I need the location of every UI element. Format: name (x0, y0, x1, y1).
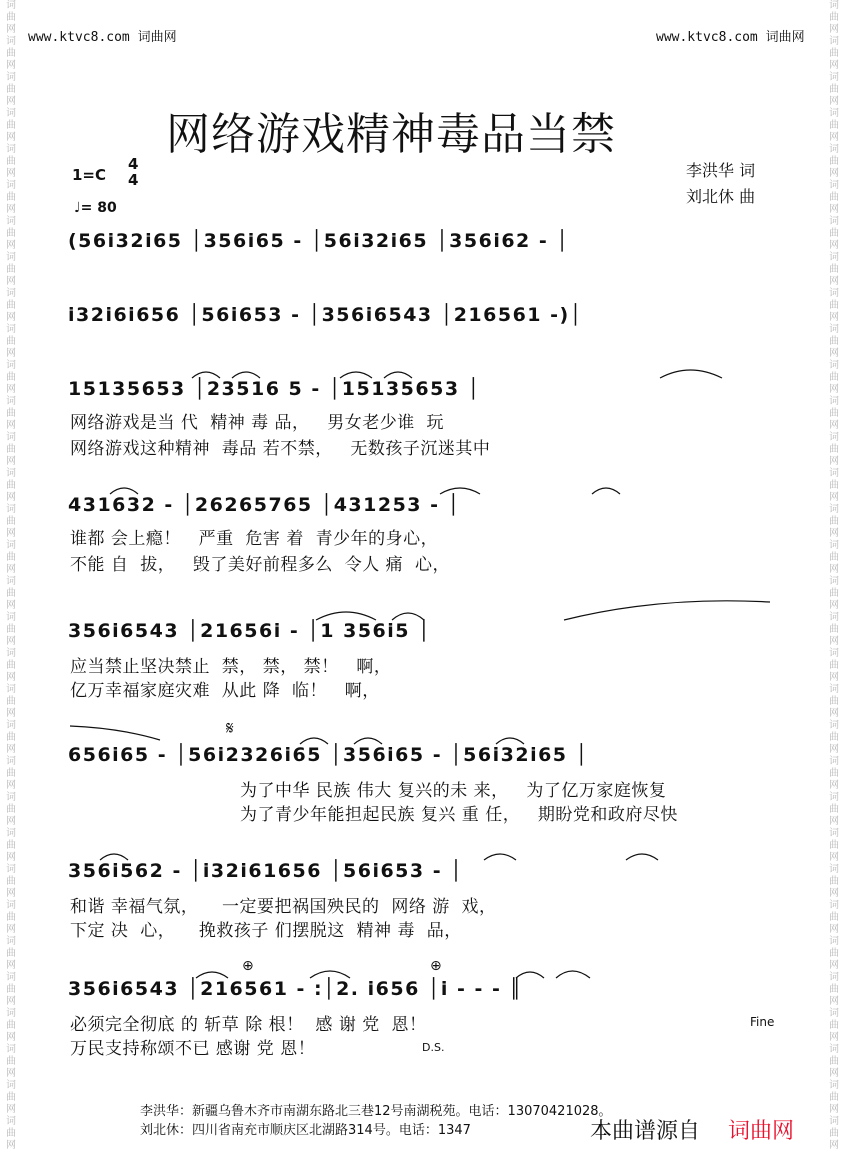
side-watermark: 词 曲 网 (6, 180, 16, 215)
lyric-line-8a: 必须完全彻底 的 斩草 除 根！ 感 谢 党 恩！ (70, 1015, 427, 1035)
side-watermark: 词 曲 网 (829, 252, 839, 287)
notation-line-5: 356i6543 │21656i - │1 356i5 │ (68, 620, 432, 642)
song-title: 网络游戏精神毒品当禁 (166, 109, 616, 160)
slur (564, 601, 770, 620)
side-watermark: 词 曲 网 (829, 108, 839, 143)
footer-address-lyricist: 李洪华：新疆乌鲁木齐市南湖东路北三巷12号南湖税苑。电话：13070421028。 (140, 1104, 612, 1119)
slur (660, 370, 722, 378)
side-watermark: 词 曲 网 (829, 180, 839, 215)
side-watermark: 词 曲 网 (6, 828, 16, 863)
side-watermark: 词 曲 网 (829, 576, 839, 611)
side-watermark: 词 曲 网 (829, 432, 839, 467)
side-watermark: 词 曲 网 (829, 792, 839, 827)
notation-line-3: 15135653 │23516 5 - │15135653 │ (68, 378, 481, 400)
side-watermark: 词 曲 网 (6, 684, 16, 719)
slur (592, 488, 620, 494)
notation-line-4: 431632 - │26265765 │431253 - │ (68, 494, 461, 516)
side-watermark: 词 曲 网 (6, 648, 16, 683)
slur (192, 372, 220, 378)
side-watermark: 词 曲 网 (829, 1116, 839, 1151)
side-watermark: 词 曲 网 (829, 468, 839, 503)
side-watermark: 词 曲 网 (829, 324, 839, 359)
side-watermark: 词 曲 网 (6, 468, 16, 503)
slur (316, 612, 376, 620)
slur (300, 738, 328, 744)
lyric-line-3a: 网络游戏是当 代 精神 毒 品， 男女老少谁 玩 (70, 413, 445, 433)
segno-mark: 𝄋 (226, 718, 234, 739)
side-watermark: 词 曲 网 (6, 396, 16, 431)
side-watermark: 词 曲 网 (6, 756, 16, 791)
side-watermark: 词 曲 网 (829, 648, 839, 683)
side-watermark: 词 曲 网 (829, 540, 839, 575)
side-watermark: 词 曲 网 (829, 1044, 839, 1079)
lyric-line-5b: 亿万幸福家庭灾难 从此 降 临！ 啊， (70, 681, 380, 701)
slur (626, 854, 658, 860)
time-bottom: 4 (128, 171, 139, 189)
side-watermark: 词 曲 网 (6, 540, 16, 575)
slur (340, 372, 372, 378)
site-url: www.ktvc8.com (28, 30, 130, 45)
slur (384, 372, 412, 378)
notation-line-2: i32i6i656 │56i653 - │356i6543 │216561 -)│ (68, 304, 583, 326)
side-watermark: 词 曲 网 (6, 576, 16, 611)
slur (70, 726, 160, 740)
side-watermark: 词 曲 网 (6, 432, 16, 467)
side-watermark: 词 曲 网 (6, 216, 16, 251)
side-watermark: 词 曲 网 (829, 756, 839, 791)
side-watermark: 词 曲 网 (829, 900, 839, 935)
composer-credit: 刘北休 曲 (686, 187, 756, 206)
site-url: www.ktvc8.com (656, 30, 758, 45)
side-watermark: 词 曲 网 (829, 396, 839, 431)
lyric-line-7b: 下定 决 心， 挽救孩子 们摆脱这 精神 毒 品， (70, 921, 462, 941)
notation-line-8: 356i6543 │216561 - :│2. i656 │i - - - ║ (68, 978, 523, 1000)
side-watermark: 词 曲 网 (829, 864, 839, 899)
slur (100, 854, 128, 860)
side-watermark: 词 曲 网 (6, 1080, 16, 1115)
side-watermark: 词 曲 网 (6, 720, 16, 755)
side-watermark: 词 曲 网 (829, 360, 839, 395)
side-watermark: 词 曲 网 (829, 1008, 839, 1043)
slur (516, 972, 544, 978)
side-watermark: 词 曲 网 (6, 792, 16, 827)
side-watermark: 词 曲 网 (6, 144, 16, 179)
side-watermark: 词 曲 网 (829, 1080, 839, 1115)
slur (310, 971, 350, 978)
side-watermark: 词 曲 网 (829, 936, 839, 971)
lyric-line-8b: 万民支持称颂不已 感谢 党 恩！ (70, 1039, 316, 1059)
side-watermark: 词 曲 网 (829, 216, 839, 251)
side-watermark: 词 曲 网 (6, 972, 16, 1007)
slur (232, 372, 260, 378)
side-watermark: 词 曲 网 (829, 504, 839, 539)
slur (110, 488, 138, 494)
lyric-line-3b: 网络游戏这种精神 毒品 若不禁， 无数孩子沉迷其中 (70, 439, 491, 459)
side-watermark: 词 曲 网 (6, 1008, 16, 1043)
side-watermark: 词 曲 网 (829, 828, 839, 863)
side-watermark: 词 曲 网 (829, 288, 839, 323)
side-watermark: 词 曲 网 (6, 324, 16, 359)
slur (440, 488, 480, 494)
side-watermark: 词 曲 网 (6, 288, 16, 323)
lyricist-credit: 李洪华 词 (686, 161, 756, 180)
slur (196, 972, 228, 978)
notation-line-1: (56i32i65 │356i65 - │56i32i65 │356i62 - │ (68, 230, 570, 252)
coda-mark-1: ⊕ (242, 958, 254, 974)
side-watermark: 词 曲 网 (829, 72, 839, 107)
side-watermark: 词 曲 网 (829, 972, 839, 1007)
side-watermark: 词 曲 网 (6, 72, 16, 107)
site-name: 词曲网 (137, 30, 177, 45)
source-site-link[interactable]: 词曲网 (728, 1119, 795, 1144)
side-watermark: 词 曲 网 (829, 720, 839, 755)
lyric-line-7a: 和谐 幸福气氛， 一定要把祸国殃民的 网络 游 戏， (70, 897, 497, 917)
lyric-line-5a: 应当禁止坚决禁止 禁， 禁， 禁！ 啊， (70, 657, 392, 677)
coda-mark-2: ⊕ (430, 958, 442, 974)
ds-mark: D.S. (422, 1041, 445, 1054)
side-watermark: 词 曲 网 (6, 900, 16, 935)
lyric-line-4b: 不能 自 拔， 毁了美好前程多么 令人 痛 心， (70, 555, 450, 575)
key-signature: 1=C (72, 166, 107, 184)
notation-line-6: 656i65 - │56i2326i65 │356i65 - │56i32i65 │ (68, 744, 589, 766)
tempo-mark: ♩= 80 (74, 200, 117, 216)
notation-line-7: 356i562 - │i32i61656 │56i653 - │ (68, 860, 464, 882)
slur (354, 738, 382, 744)
side-watermark: 词 曲 网 (829, 0, 839, 35)
slur (556, 971, 590, 978)
time-top: 4 (128, 155, 139, 173)
side-watermark: 词 曲 网 (829, 36, 839, 71)
fine-mark: Fine (750, 1015, 775, 1029)
lyric-line-6a: 为了中华 民族 伟大 复兴的未 来， 为了亿万家庭恢复 (240, 781, 667, 801)
slur (484, 854, 516, 860)
lyric-line-4a: 谁都 会上瘾！ 严重 危害 着 青少年的身心， (70, 529, 439, 549)
side-watermark: 词 曲 网 (829, 144, 839, 179)
side-watermark: 词 曲 网 (6, 864, 16, 899)
side-watermark: 词 曲 网 (6, 612, 16, 647)
side-watermark: 词 曲 网 (6, 360, 16, 395)
side-watermark: 词 曲 网 (6, 504, 16, 539)
side-watermark: 词 曲 网 (829, 684, 839, 719)
lyric-line-6b: 为了青少年能担起民族 复兴 重 任， 期盼党和政府尽快 (240, 805, 678, 825)
slur (392, 613, 424, 620)
side-watermark: 词 曲 网 (829, 612, 839, 647)
side-watermark: 词 曲 网 (6, 1044, 16, 1079)
side-watermark: 词 曲 网 (6, 0, 16, 35)
side-watermark: 词 曲 网 (6, 936, 16, 971)
slur (496, 738, 524, 744)
side-watermark: 词 曲 网 (6, 252, 16, 287)
side-watermark: 词 曲 网 (6, 36, 16, 71)
side-watermark: 词 曲 网 (6, 1116, 16, 1151)
side-watermark: 词 曲 网 (6, 108, 16, 143)
site-name: 词曲网 (765, 30, 805, 45)
source-label: 本曲谱源自 (590, 1119, 701, 1144)
footer-address-composer: 刘北休：四川省南充市顺庆区北湖路314号。电话：1347 (140, 1123, 471, 1138)
